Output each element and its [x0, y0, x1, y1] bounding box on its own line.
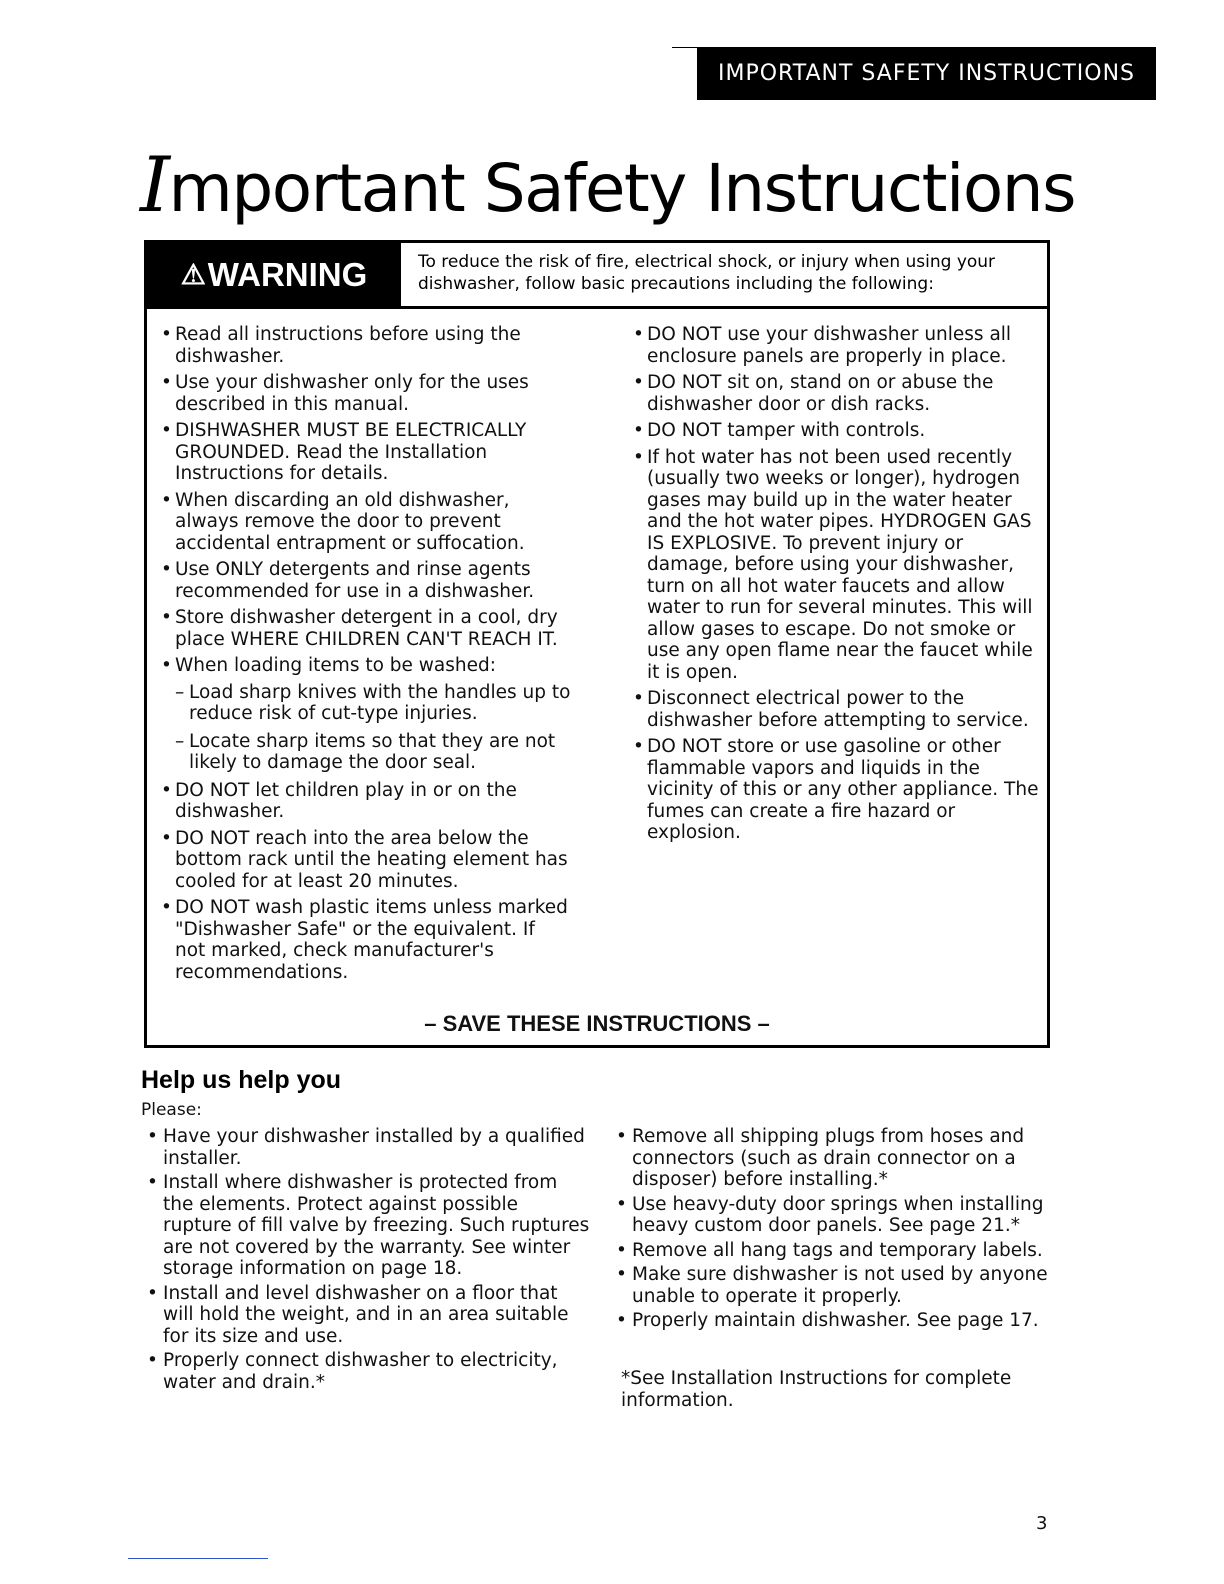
list-item: • Remove all shipping plugs from hoses and connectors (such as drain connector on a disposer) before installing.*	[610, 1126, 1055, 1191]
sub-list-item: – Load sharp knives with the handles up to reduce risk of cut-type injuries.	[153, 682, 571, 725]
help-section-title: Help us help you	[141, 1066, 342, 1094]
list-item: • DO NOT use your dishwasher unless all enclosure panels are properly in place.	[625, 324, 1041, 367]
list-item: • DO NOT store or use gasoline or other flammable vapors and liquids in the vicinity of this or any other appliance. The fumes can create a fire hazard or explosion.	[625, 736, 1041, 844]
warning-right-list	[625, 324, 1041, 849]
section-header-tab: IMPORTANT SAFETY INSTRUCTIONS	[697, 47, 1156, 100]
list-item: • DO NOT tamper with controls.	[625, 420, 1041, 442]
list-item: • Disconnect electrical power to the dishwasher before attempting to service.	[625, 688, 1041, 731]
warning-left-list	[153, 324, 571, 988]
list-item: • Use ONLY detergents and rinse agents recommended for use in a dishwasher.	[153, 559, 571, 602]
list-item: • DO NOT reach into the area below the bottom rack until the heating element has cooled for at least 20 minutes.	[153, 828, 571, 893]
list-item: • DO NOT let children play in or on the dishwasher.	[153, 780, 571, 823]
warning-box	[144, 240, 1050, 1048]
list-item: • Use your dishwasher only for the uses described in this manual.	[153, 372, 571, 415]
installation-footnote: *See Installation Instructions for complete information.	[621, 1368, 1012, 1411]
page-number: 3	[1036, 1513, 1048, 1534]
warning-band	[147, 243, 1047, 309]
warning-label-text: WARNING	[207, 255, 368, 293]
title-rest: mportant Safety Instructions	[168, 150, 1075, 227]
list-item: • Install and level dishwasher on a floor that will hold the weight, and in an area suitable for its size and use.	[141, 1283, 591, 1348]
list-item: • DISHWASHER MUST BE ELECTRICALLY GROUNDED. Read the Installation Instructions for details.	[153, 420, 571, 485]
page-title	[140, 140, 1075, 229]
list-item: • Properly connect dishwasher to electricity, water and drain.*	[141, 1350, 591, 1393]
warning-triangle-icon: ⚠	[180, 259, 206, 290]
warning-intro: To reduce the risk of fire, electrical shock, or injury when using your dishwasher, follow basic precautions including the following:	[418, 252, 996, 294]
list-item: • Have your dishwasher installed by a qualified installer.	[141, 1126, 591, 1169]
warning-label	[147, 243, 401, 306]
list-item: • Properly maintain dishwasher. See page 17.	[610, 1310, 1055, 1332]
help-right-list	[610, 1126, 1055, 1335]
sub-list-item: – Locate sharp items so that they are not likely to damage the door seal.	[153, 731, 571, 774]
list-item: • If hot water has not been used recently (usually two weeks or longer), hydrogen gases may build up in the water heater and the hot water pipes. HYDROGEN GAS IS EXPLOSIVE. To prevent injury or damage, before using your dishwasher, turn on all hot water faucets and allow water to run for several minutes. This will allow gases to escape. Do not smoke or use any open flame near the faucet while it is open.	[625, 447, 1041, 684]
list-item: • Make sure dishwasher is not used by anyone unable to operate it properly.	[610, 1264, 1055, 1307]
help-please-label: Please:	[141, 1100, 202, 1120]
list-item: • Read all instructions before using the dishwasher.	[153, 324, 571, 367]
save-instructions-line: – SAVE THESE INSTRUCTIONS –	[424, 1011, 770, 1036]
help-left-list	[141, 1126, 591, 1396]
list-item: • When discarding an old dishwasher, always remove the door to prevent accidental entrapment or suffocation.	[153, 490, 571, 555]
bottom-rule	[128, 1558, 268, 1559]
list-item: • DO NOT sit on, stand on or abuse the dishwasher door or dish racks.	[625, 372, 1041, 415]
list-item: • Remove all hang tags and temporary labels.	[610, 1240, 1055, 1262]
list-item: • Store dishwasher detergent in a cool, dry place WHERE CHILDREN CAN'T REACH IT.	[153, 607, 571, 650]
list-item: • When loading items to be washed:	[153, 655, 571, 677]
list-item: • DO NOT wash plastic items unless marked "Dishwasher Safe" or the equivalent. If not marked, check manufacturer's recommendations.	[153, 897, 571, 983]
list-item: • Use heavy-duty door springs when installing heavy custom door panels. See page 21.*	[610, 1194, 1055, 1237]
list-item: • Install where dishwasher is protected from the elements. Protect against possible rupture of fill valve by freezing. Such ruptures are not covered by the warranty. See winter storage information on page 18.	[141, 1172, 591, 1280]
title-dropcap: I	[140, 140, 169, 229]
